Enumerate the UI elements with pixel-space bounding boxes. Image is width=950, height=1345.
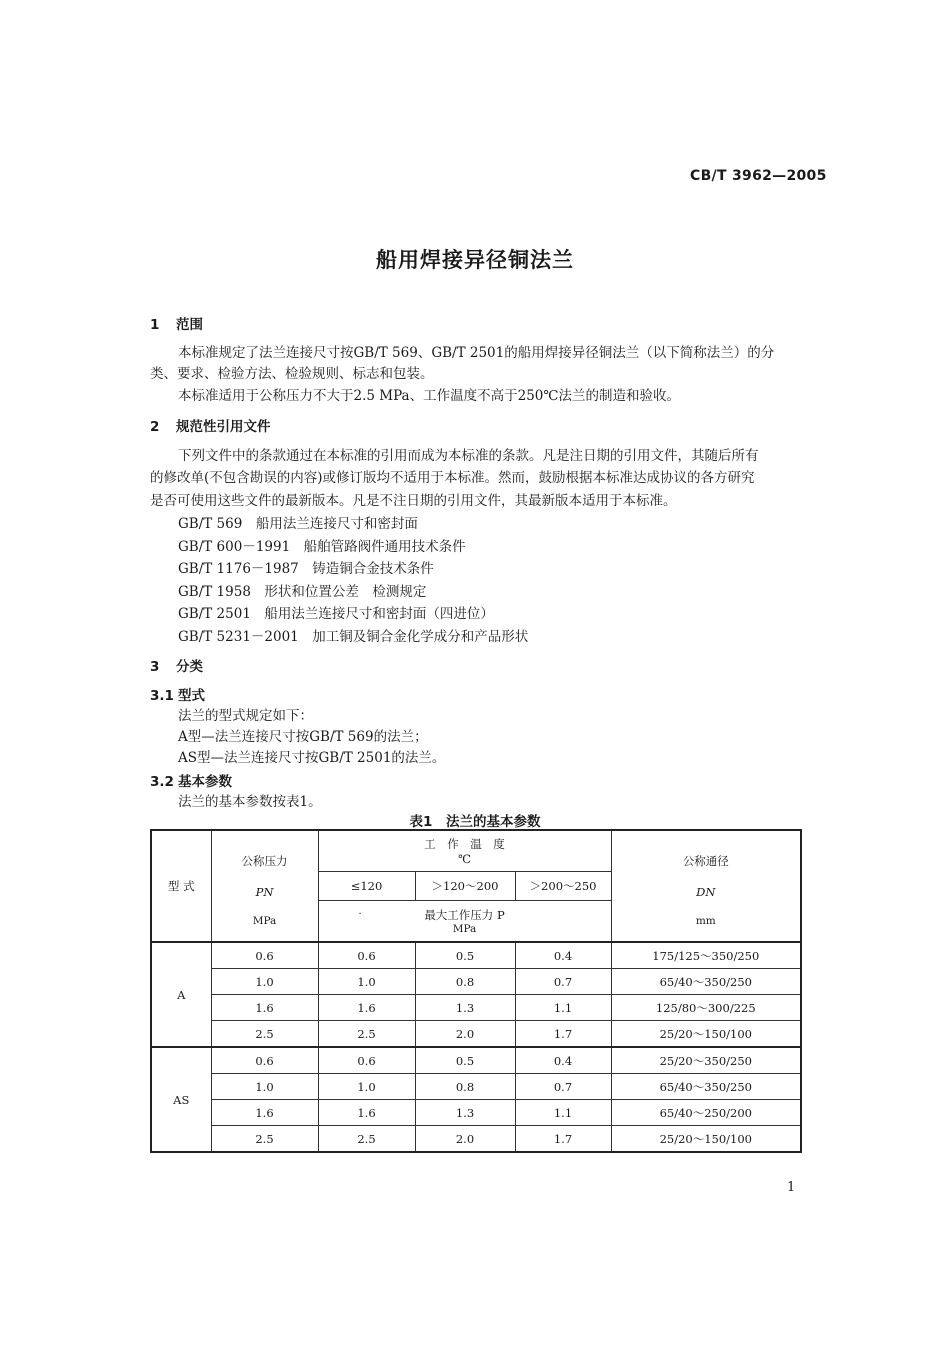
table-row (151, 995, 801, 1021)
p1-cell: 1.6 (318, 1100, 415, 1126)
p3-cell: 1.1 (515, 1100, 611, 1126)
standard-code: CB/T 3962—2005 (690, 168, 827, 184)
section-number: 3 (150, 659, 160, 675)
section-1-heading (150, 313, 203, 333)
table-row (151, 1021, 801, 1048)
section-3-heading (150, 655, 203, 675)
pn-cell: 1.0 (211, 969, 318, 995)
reference-item: GB/T 2501 船用法兰连接尺寸和密封面（四进位） (178, 606, 494, 622)
dot-mark: · (358, 909, 362, 920)
p2-cell: 1.3 (415, 995, 515, 1021)
type-cell: AS (151, 1047, 211, 1152)
section-title: 型式 (178, 688, 205, 704)
section-number: 1 (150, 317, 160, 333)
dn-cell: 25/20～150/100 (611, 1126, 801, 1153)
p1-cell: 2.5 (318, 1126, 415, 1153)
dn-cell: 125/80～300/225 (611, 995, 801, 1021)
section-3-1-heading (150, 684, 205, 704)
p3-cell: 0.4 (515, 1047, 611, 1074)
section-title: 基本参数 (178, 774, 232, 790)
p2-cell: 2.0 (415, 1126, 515, 1153)
section-number: 3.1 (150, 688, 174, 704)
table-caption: 表1 法兰的基本参数 (409, 814, 541, 830)
max-pressure-unit: MPa (452, 923, 477, 935)
paragraph-line: 是否可使用这些文件的最新版本。凡是不注日期的引用文件，其最新版本适用于本标准。 (150, 493, 677, 509)
p2-cell: 1.3 (415, 1100, 515, 1126)
dn-label: 公称通径 (682, 854, 729, 868)
header-nominal-diameter (611, 830, 801, 942)
p3-cell: 1.7 (515, 1021, 611, 1048)
p1-cell: 1.0 (318, 1074, 415, 1100)
p1-cell: 1.6 (318, 995, 415, 1021)
p2-cell: 0.8 (415, 969, 515, 995)
dn-symbol: DN (696, 885, 716, 899)
document-title: 船用焊接异径铜法兰 (376, 248, 574, 272)
p3-cell: 1.1 (515, 995, 611, 1021)
section-number: 2 (150, 419, 160, 435)
dn-cell: 65/40～250/200 (611, 1100, 801, 1126)
p3-cell: 1.7 (515, 1126, 611, 1153)
section-3-2-heading (150, 770, 232, 790)
section-title: 分类 (176, 659, 203, 675)
temp-unit: ℃ (458, 852, 471, 866)
pn-label: 公称压力 (241, 854, 288, 868)
reference-item: GB/T 1176－1987 铸造铜合金技术条件 (178, 561, 434, 577)
paragraph-line: 本标准适用于公称压力不大于2.5 MPa、工作温度不高于250℃法兰的制造和验收。 (178, 388, 680, 404)
pn-cell: 2.5 (211, 1126, 318, 1153)
paragraph-line: 下列文件中的条款通过在本标准的引用而成为本标准的条款。凡是注日期的引用文件，其随后所有 (178, 448, 759, 464)
p1-cell: 1.0 (318, 969, 415, 995)
header-nominal-pressure (211, 830, 318, 942)
temp-range-2: ＞120～200 (415, 872, 515, 901)
section-2-heading (150, 415, 271, 435)
reference-item: GB/T 5231－2001 加工铜及铜合金化学成分和产品形状 (178, 629, 529, 645)
reference-item: GB/T 1958 形状和位置公差 检测规定 (178, 584, 427, 600)
page-number: 1 (787, 1180, 796, 1195)
reference-item: GB/T 600－1991 船舶管路阀件通用技术条件 (178, 539, 466, 555)
pn-symbol: PN (255, 885, 274, 899)
paragraph-line: AS型—法兰连接尺寸按GB/T 2501的法兰。 (178, 750, 446, 766)
p3-cell: 0.7 (515, 1074, 611, 1100)
pn-cell: 0.6 (211, 942, 318, 969)
table-row (151, 942, 801, 969)
dn-cell: 25/20～350/250 (611, 1047, 801, 1074)
section-title: 范围 (176, 317, 203, 333)
p2-cell: 0.5 (415, 1047, 515, 1074)
table-row (151, 969, 801, 995)
p1-cell: 0.6 (318, 1047, 415, 1074)
dn-unit: mm (695, 915, 716, 927)
dn-cell: 65/40～350/250 (611, 1074, 801, 1100)
dn-cell: 175/125～350/250 (611, 942, 801, 969)
p2-cell: 0.8 (415, 1074, 515, 1100)
p2-cell: 0.5 (415, 942, 515, 969)
paragraph-line: 的修改单(不包含勘误的内容)或修订版均不适用于本标准。然而，鼓励根据本标准达成协议的各方研究 (150, 470, 755, 486)
table-row (151, 1074, 801, 1100)
flange-parameters-table (150, 829, 802, 1153)
temp-range-3: ＞200～250 (515, 872, 611, 901)
paragraph-line: 类、要求、检验方法、检验规则、标志和包装。 (150, 366, 434, 382)
paragraph-line: A型—法兰连接尺寸按GB/T 569的法兰； (178, 729, 428, 745)
paragraph-line: 法兰的型式规定如下： (178, 708, 313, 724)
table-row (151, 1047, 801, 1074)
temp-range-1: ≤120 (318, 872, 415, 901)
table-row (151, 1100, 801, 1126)
header-type: 型 式 (151, 830, 211, 942)
pn-cell: 1.0 (211, 1074, 318, 1100)
max-pressure-label: 最大工作压力 P (424, 908, 505, 922)
type-cell: A (151, 942, 211, 1047)
p2-cell: 2.0 (415, 1021, 515, 1048)
paragraph-line: 法兰的基本参数按表1。 (178, 794, 322, 810)
pn-cell: 1.6 (211, 1100, 318, 1126)
reference-item: GB/T 569 船用法兰连接尺寸和密封面 (178, 516, 418, 532)
dn-cell: 25/20～150/100 (611, 1021, 801, 1048)
section-title: 规范性引用文件 (176, 419, 271, 435)
header-max-working-pressure (318, 901, 611, 943)
p1-cell: 0.6 (318, 942, 415, 969)
p3-cell: 0.4 (515, 942, 611, 969)
header-working-temperature (318, 830, 611, 872)
pn-cell: 0.6 (211, 1047, 318, 1074)
paragraph-line: 本标准规定了法兰连接尺寸按GB/T 569、GB/T 2501的船用焊接异径铜法兰（以下简称法兰）的分 (178, 345, 775, 361)
temp-label: 工 作 温 度 (424, 837, 505, 851)
table-row (151, 1126, 801, 1153)
section-number: 3.2 (150, 774, 174, 790)
dn-cell: 65/40～350/250 (611, 969, 801, 995)
p3-cell: 0.7 (515, 969, 611, 995)
pn-unit: MPa (252, 915, 277, 927)
p1-cell: 2.5 (318, 1021, 415, 1048)
pn-cell: 2.5 (211, 1021, 318, 1048)
pn-cell: 1.6 (211, 995, 318, 1021)
